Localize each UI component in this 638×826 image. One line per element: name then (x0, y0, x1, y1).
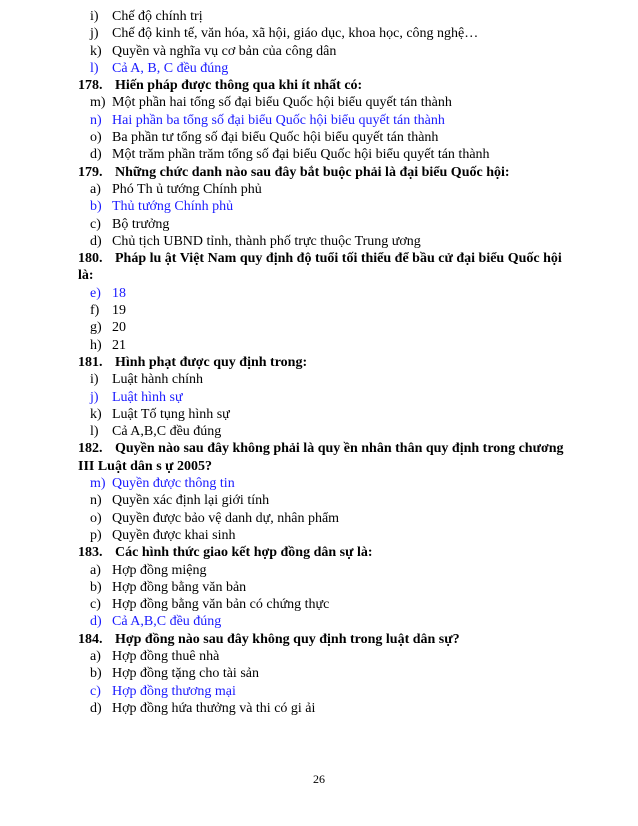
answer-option (78, 319, 578, 336)
option-text: Hợp đồng thương mại (112, 683, 236, 699)
question-number: 181. (78, 354, 103, 370)
answer-option-correct (78, 475, 578, 492)
option-label: n) (90, 112, 102, 128)
answer-option (78, 665, 578, 682)
answer-option (78, 423, 578, 440)
option-text: Ba phần tư tổng số đại biểu Quốc hội biểu quyết tán thành (112, 130, 439, 146)
option-label: n) (90, 493, 102, 509)
question-number: 182. (78, 441, 103, 457)
option-text: 19 (112, 303, 126, 319)
option-text: Cả A, B, C đều đúng (112, 60, 229, 76)
option-text: Luật hành chính (112, 372, 203, 388)
answer-option-correct (78, 60, 578, 77)
option-label: l) (90, 424, 99, 440)
option-label: d) (90, 233, 102, 249)
answer-option-correct (78, 389, 578, 406)
option-label: j) (90, 389, 99, 405)
option-label: d) (90, 614, 102, 630)
option-label: a) (90, 181, 101, 197)
option-label: e) (90, 285, 101, 301)
option-label: m) (90, 95, 106, 111)
option-label: k) (90, 43, 102, 59)
option-label: m) (90, 476, 106, 492)
question-text: Hiến pháp được thông qua khi ít nhất có: (115, 78, 363, 94)
option-label: j) (90, 26, 99, 42)
question-number: 178. (78, 78, 103, 94)
option-text: Hai phần ba tổng số đại biểu Quốc hội biểu quyết tán thành (112, 112, 445, 128)
option-text: Hợp đồng tặng cho tài sản (112, 666, 259, 682)
option-text: 18 (112, 285, 126, 301)
option-text: Thủ tướng Chính phủ (112, 199, 234, 215)
answer-option (78, 94, 578, 111)
option-label: k) (90, 406, 102, 422)
question-number: 184. (78, 631, 103, 647)
option-text: Quyền xác định lại giới tính (112, 493, 270, 509)
question-heading (78, 631, 578, 648)
option-label: c) (90, 597, 101, 613)
answer-option (78, 25, 578, 42)
question-heading (78, 354, 578, 371)
answer-option (78, 43, 578, 60)
answer-option (78, 492, 578, 509)
option-text: Chế độ kinh tế, văn hóa, xã hội, giáo dục, khoa học, công nghệ… (112, 26, 479, 42)
answer-option (78, 596, 578, 613)
question-number: 183. (78, 545, 103, 561)
question-heading (78, 440, 578, 475)
answer-option (78, 129, 578, 146)
answer-option (78, 233, 578, 250)
option-text: Một phần hai tổng số đại biểu Quốc hội biểu quyết tán thành (112, 95, 452, 111)
answer-option-correct (78, 112, 578, 129)
option-label: b) (90, 579, 102, 595)
option-text: 21 (112, 337, 126, 353)
answer-option-correct (78, 683, 578, 700)
option-text: Hợp đồng thuê nhà (112, 648, 220, 664)
option-label: b) (90, 666, 102, 682)
option-label: h) (90, 337, 102, 353)
option-label: c) (90, 216, 101, 232)
answer-option (78, 181, 578, 198)
question-heading (78, 544, 578, 561)
answer-option (78, 337, 578, 354)
answer-option (78, 527, 578, 544)
option-text: Luật Tố tụng hình sự (112, 406, 230, 422)
answer-option (78, 216, 578, 233)
answer-option (78, 579, 578, 596)
question-heading (78, 77, 578, 94)
page-number: 26 (313, 772, 325, 786)
question-text: Hình phạt được quy định trong: (115, 354, 308, 370)
question-text: Các hình thức giao kết hợp đồng dân sự là: (115, 545, 373, 561)
option-text: Quyền được khai sinh (112, 527, 236, 543)
option-label: i) (90, 372, 99, 388)
option-label: o) (90, 130, 102, 146)
option-text: Bộ trưởng (112, 216, 170, 232)
option-label: f) (90, 303, 100, 319)
option-label: d) (90, 700, 102, 716)
answer-option (78, 146, 578, 163)
option-text: Hợp đồng bằng văn bản (112, 579, 247, 595)
option-label: o) (90, 510, 102, 526)
question-heading (78, 250, 578, 285)
option-text: Hợp đồng hứa thưởng và thi có gi ải (112, 700, 316, 716)
option-text: Quyền và nghĩa vụ cơ bản của công dân (112, 43, 337, 59)
option-label: g) (90, 320, 102, 336)
option-label: p) (90, 527, 102, 543)
answer-option-correct (78, 285, 578, 302)
option-text: Cả A,B,C đều đúng (112, 424, 222, 440)
question-number: 179. (78, 164, 103, 180)
option-text: Phó Th ủ tướng Chính phủ (112, 181, 262, 197)
option-label: a) (90, 648, 101, 664)
option-label: a) (90, 562, 101, 578)
answer-option (78, 562, 578, 579)
answer-option (78, 406, 578, 423)
option-text: Cả A,B,C đều đúng (112, 614, 222, 630)
document-body (78, 8, 578, 717)
answer-option-correct (78, 198, 578, 215)
question-heading (78, 164, 578, 181)
question-number: 180. (78, 251, 103, 267)
option-label: c) (90, 683, 101, 699)
question-text: Quyền nào sau đây không phải là quy ền nhân thân quy định trong chương III Luật dân s ự 2005? (78, 441, 564, 474)
answer-option (78, 700, 578, 717)
question-text: Pháp lu ật Việt Nam quy định độ tuổi tối thiểu để bầu cử đại biểu Quốc hội là: (78, 251, 562, 284)
answer-option (78, 8, 578, 25)
answer-option-correct (78, 613, 578, 630)
option-label: l) (90, 60, 99, 76)
question-text: Hợp đồng nào sau đây không quy định trong luật dân sự? (115, 631, 460, 647)
option-text: Chủ tịch UBND tỉnh, thành phố trực thuộc Trung ương (112, 233, 421, 249)
option-text: Hợp đồng bằng văn bản có chứng thực (112, 597, 330, 613)
answer-option (78, 371, 578, 388)
option-text: Chế độ chính trị (112, 9, 203, 24)
option-label: i) (90, 9, 99, 24)
option-text: Quyền được bảo vệ danh dự, nhân phẩm (112, 510, 340, 526)
option-text: Quyền được thông tin (112, 476, 235, 492)
option-text: Một trăm phần trăm tổng số đại biểu Quốc hội biểu quyết tán thành (112, 147, 490, 163)
option-text: Hợp đồng miệng (112, 562, 207, 578)
option-label: b) (90, 199, 102, 215)
option-text: 20 (112, 320, 126, 336)
question-text: Những chức danh nào sau đây bắt buộc phải là đại biểu Quốc hội: (115, 164, 510, 180)
answer-option (78, 510, 578, 527)
option-text: Luật hình sự (112, 389, 183, 405)
option-label: d) (90, 147, 102, 163)
answer-option (78, 302, 578, 319)
answer-option (78, 648, 578, 665)
